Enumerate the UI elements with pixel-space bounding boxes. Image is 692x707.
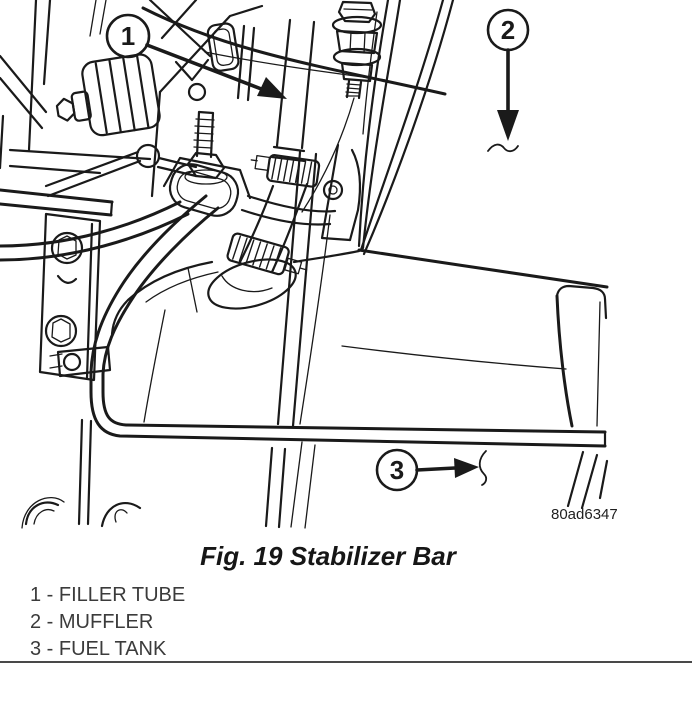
callout-3-number: 3 [389,455,405,485]
center-bracket [143,0,445,240]
carriage-bolt [333,2,381,98]
callout-2-number: 2 [500,15,516,45]
stabilizer-bar [79,196,605,524]
legend-item-muffler: 2 - MUFFLER [30,611,154,633]
callout-1 [107,15,287,99]
stabilizer-link [0,145,196,260]
callout-2 [488,10,528,151]
callout-3-arrowhead [454,458,479,478]
hose-clamp-upper [249,152,320,187]
isolator-bellows [51,53,161,142]
bar-bushing-and-stud [164,112,335,224]
callout-2-arrowhead [497,110,519,141]
bottom-divider [0,661,692,663]
callout-2-target-mark [488,145,518,152]
image-id-watermark: 80ad6347 [551,506,618,523]
muffler [359,0,453,254]
callout-3-target-mark [480,451,486,485]
callout-1-number: 1 [120,21,136,51]
callout-3-arrow [417,468,455,470]
fuel-tank [112,250,607,508]
figure-caption: Fig. 19 Stabilizer Bar [200,541,456,571]
callout-3 [377,450,486,490]
legend-item-filler-tube: 1 - FILLER TUBE [30,584,186,606]
legend-item-fuel-tank: 3 - FUEL TANK [30,638,167,660]
hose-clamp-lower [226,232,311,281]
